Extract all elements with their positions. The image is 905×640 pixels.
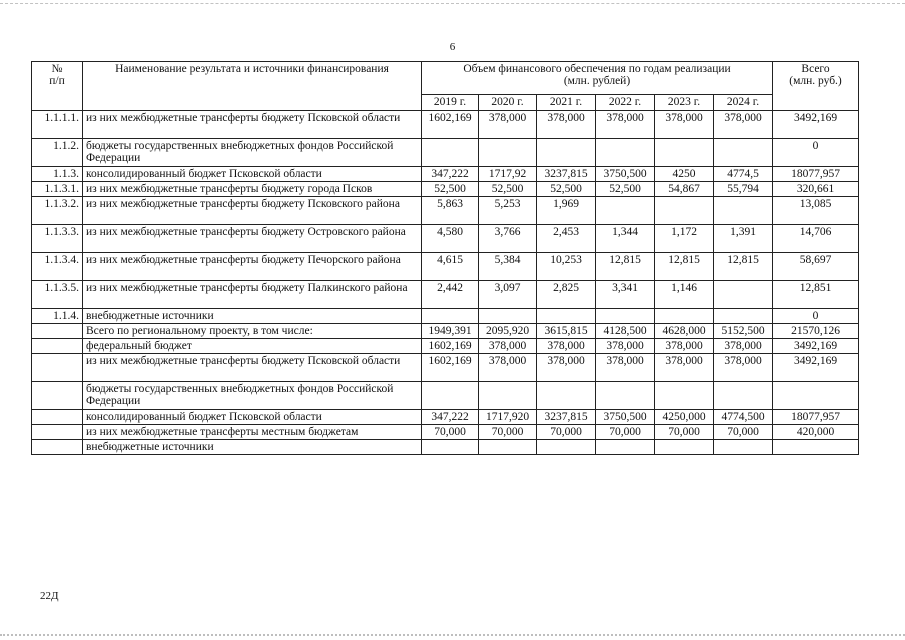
table-row [32, 339, 859, 354]
row-name: из них межбюджетные трансферты бюджету Печорского района [83, 253, 422, 281]
table-row [32, 139, 859, 167]
row-value-year: 1,344 [596, 225, 655, 253]
row-value-year [537, 382, 596, 410]
row-value-year [479, 440, 537, 455]
header-year: 2020 г. [479, 95, 537, 111]
row-name: консолидированный бюджет Псковской области [83, 410, 422, 425]
row-value-year: 378,000 [596, 354, 655, 382]
row-value-year: 2,825 [537, 281, 596, 309]
table-row [32, 111, 859, 139]
row-value-year: 5,863 [422, 197, 479, 225]
row-name: из них межбюджетные трансферты бюджету Островского района [83, 225, 422, 253]
table-row [32, 309, 859, 324]
header-total: Всего (млн. руб.) [773, 62, 859, 111]
row-value-year: 378,000 [537, 339, 596, 354]
row-value-year: 1,146 [655, 281, 714, 309]
row-value-year [714, 309, 773, 324]
row-total: 14,706 [773, 225, 859, 253]
row-total: 3492,169 [773, 111, 859, 139]
row-index: 1.1.3. [32, 167, 83, 182]
row-value-year: 378,000 [596, 339, 655, 354]
header-index: № п/п [32, 62, 83, 111]
header-year: 2022 г. [596, 95, 655, 111]
row-value-year: 70,000 [655, 425, 714, 440]
row-value-year: 10,253 [537, 253, 596, 281]
row-value-year: 4,580 [422, 225, 479, 253]
row-value-year: 378,000 [479, 354, 537, 382]
row-total: 12,851 [773, 281, 859, 309]
row-value-year: 3,341 [596, 281, 655, 309]
row-total: 18077,957 [773, 167, 859, 182]
table-row [32, 410, 859, 425]
row-value-year: 4250,000 [655, 410, 714, 425]
row-value-year: 70,000 [596, 425, 655, 440]
row-value-year: 378,000 [596, 111, 655, 139]
row-value-year: 378,000 [537, 111, 596, 139]
row-total: 0 [773, 309, 859, 324]
row-value-year: 347,222 [422, 410, 479, 425]
row-value-year [655, 139, 714, 167]
row-value-year: 3,766 [479, 225, 537, 253]
row-value-year [537, 309, 596, 324]
row-value-year: 3,097 [479, 281, 537, 309]
row-value-year: 1717,92 [479, 167, 537, 182]
row-value-year: 52,500 [422, 182, 479, 197]
row-value-year [655, 382, 714, 410]
row-value-year: 52,500 [537, 182, 596, 197]
row-index: 1.1.3.1. [32, 182, 83, 197]
row-name: из них межбюджетные трансферты местным бюджетам [83, 425, 422, 440]
row-index: 1.1.3.2. [32, 197, 83, 225]
row-value-year [714, 440, 773, 455]
row-value-year: 1949,391 [422, 324, 479, 339]
row-value-year [655, 197, 714, 225]
row-name: из них межбюджетные трансферты бюджету Псковской области [83, 111, 422, 139]
row-value-year: 5,253 [479, 197, 537, 225]
row-name: Всего по региональному проекту, в том числе: [83, 324, 422, 339]
row-name: консолидированный бюджет Псковской области [83, 167, 422, 182]
row-index [32, 339, 83, 354]
row-value-year: 378,000 [714, 111, 773, 139]
scan-edge-top [0, 3, 905, 4]
row-value-year [714, 382, 773, 410]
row-value-year [537, 440, 596, 455]
row-index [32, 324, 83, 339]
row-value-year: 1717,920 [479, 410, 537, 425]
row-value-year: 12,815 [596, 253, 655, 281]
row-value-year: 4774,5 [714, 167, 773, 182]
row-value-year: 3237,815 [537, 167, 596, 182]
header-year: 2023 г. [655, 95, 714, 111]
row-index: 1.1.3.5. [32, 281, 83, 309]
row-value-year: 12,815 [655, 253, 714, 281]
header-year: 2024 г. [714, 95, 773, 111]
row-value-year: 4,615 [422, 253, 479, 281]
row-total [773, 382, 859, 410]
row-index [32, 382, 83, 410]
row-value-year [596, 197, 655, 225]
row-value-year [479, 139, 537, 167]
table-row [32, 440, 859, 455]
row-value-year: 54,867 [655, 182, 714, 197]
header-name: Наименование результата и источники финансирования [83, 62, 422, 111]
row-value-year [596, 139, 655, 167]
row-value-year: 378,000 [479, 339, 537, 354]
header-volume: Объем финансового обеспечения по годам реализации (млн. рублей) [422, 62, 773, 95]
row-value-year: 378,000 [714, 354, 773, 382]
row-value-year [596, 309, 655, 324]
row-value-year [422, 440, 479, 455]
row-value-year: 70,000 [422, 425, 479, 440]
row-value-year: 3237,815 [537, 410, 596, 425]
row-value-year [596, 382, 655, 410]
row-value-year [714, 281, 773, 309]
row-value-year: 378,000 [655, 339, 714, 354]
row-value-year: 5152,500 [714, 324, 773, 339]
row-total: 18077,957 [773, 410, 859, 425]
row-index: 1.1.2. [32, 139, 83, 167]
row-index [32, 425, 83, 440]
row-value-year: 1602,169 [422, 111, 479, 139]
row-value-year: 378,000 [714, 339, 773, 354]
header-year: 2021 г. [537, 95, 596, 111]
row-name: из них межбюджетные трансферты бюджету Псковского района [83, 197, 422, 225]
table-row [32, 225, 859, 253]
row-index [32, 440, 83, 455]
table-row [32, 324, 859, 339]
row-total: 0 [773, 139, 859, 167]
row-total [773, 440, 859, 455]
row-value-year [655, 440, 714, 455]
row-value-year: 5,384 [479, 253, 537, 281]
row-value-year: 2,442 [422, 281, 479, 309]
row-value-year [714, 197, 773, 225]
row-total: 3492,169 [773, 354, 859, 382]
row-value-year [537, 139, 596, 167]
table-row [32, 182, 859, 197]
row-total: 3492,169 [773, 339, 859, 354]
row-value-year: 2,453 [537, 225, 596, 253]
row-value-year: 3750,500 [596, 167, 655, 182]
row-value-year: 378,000 [537, 354, 596, 382]
scan-edge-bottom [0, 634, 905, 636]
row-total: 58,697 [773, 253, 859, 281]
table-row [32, 382, 859, 410]
row-name: из них межбюджетные трансферты бюджету города Псков [83, 182, 422, 197]
row-name: бюджеты государственных внебюджетных фондов Российской Федерации [83, 382, 422, 410]
row-value-year [596, 440, 655, 455]
row-value-year: 70,000 [479, 425, 537, 440]
row-value-year: 52,500 [479, 182, 537, 197]
row-value-year: 378,000 [479, 111, 537, 139]
row-value-year: 4628,000 [655, 324, 714, 339]
row-value-year: 3615,815 [537, 324, 596, 339]
row-name: внебюджетные источники [83, 309, 422, 324]
row-index: 1.1.1.1. [32, 111, 83, 139]
row-value-year [655, 309, 714, 324]
row-name: бюджеты государственных внебюджетных фондов Российской Федерации [83, 139, 422, 167]
row-index: 1.1.3.3. [32, 225, 83, 253]
header-year: 2019 г. [422, 95, 479, 111]
row-value-year [714, 139, 773, 167]
row-value-year: 70,000 [537, 425, 596, 440]
row-value-year: 52,500 [596, 182, 655, 197]
table-row [32, 167, 859, 182]
row-value-year: 1602,169 [422, 354, 479, 382]
footer-code: 22Д [40, 590, 59, 602]
row-total: 13,085 [773, 197, 859, 225]
row-value-year [422, 382, 479, 410]
table-row [32, 281, 859, 309]
row-value-year: 3750,500 [596, 410, 655, 425]
row-name: из них межбюджетные трансферты бюджету Палкинского района [83, 281, 422, 309]
row-name: федеральный бюджет [83, 339, 422, 354]
row-value-year: 12,815 [714, 253, 773, 281]
row-value-year: 55,794 [714, 182, 773, 197]
row-value-year: 1,969 [537, 197, 596, 225]
row-value-year: 378,000 [655, 111, 714, 139]
row-value-year: 1602,169 [422, 339, 479, 354]
row-value-year [422, 309, 479, 324]
row-value-year: 1,172 [655, 225, 714, 253]
row-index: 1.1.3.4. [32, 253, 83, 281]
row-value-year: 347,222 [422, 167, 479, 182]
row-total: 420,000 [773, 425, 859, 440]
page-number: 6 [449, 41, 456, 53]
row-index [32, 410, 83, 425]
row-total: 21570,126 [773, 324, 859, 339]
row-name: из них межбюджетные трансферты бюджету Псковской области [83, 354, 422, 382]
row-value-year: 4774,500 [714, 410, 773, 425]
row-index [32, 354, 83, 382]
budget-table [31, 61, 859, 455]
table-row [32, 253, 859, 281]
row-value-year: 70,000 [714, 425, 773, 440]
row-value-year: 2095,920 [479, 324, 537, 339]
row-value-year [479, 382, 537, 410]
row-value-year: 4128,500 [596, 324, 655, 339]
row-name: внебюджетные источники [83, 440, 422, 455]
row-value-year: 4250 [655, 167, 714, 182]
row-value-year: 1,391 [714, 225, 773, 253]
table-row [32, 425, 859, 440]
row-index: 1.1.4. [32, 309, 83, 324]
table-row [32, 354, 859, 382]
row-value-year [422, 139, 479, 167]
table-row [32, 197, 859, 225]
row-value-year [479, 309, 537, 324]
row-value-year: 378,000 [655, 354, 714, 382]
row-total: 320,661 [773, 182, 859, 197]
